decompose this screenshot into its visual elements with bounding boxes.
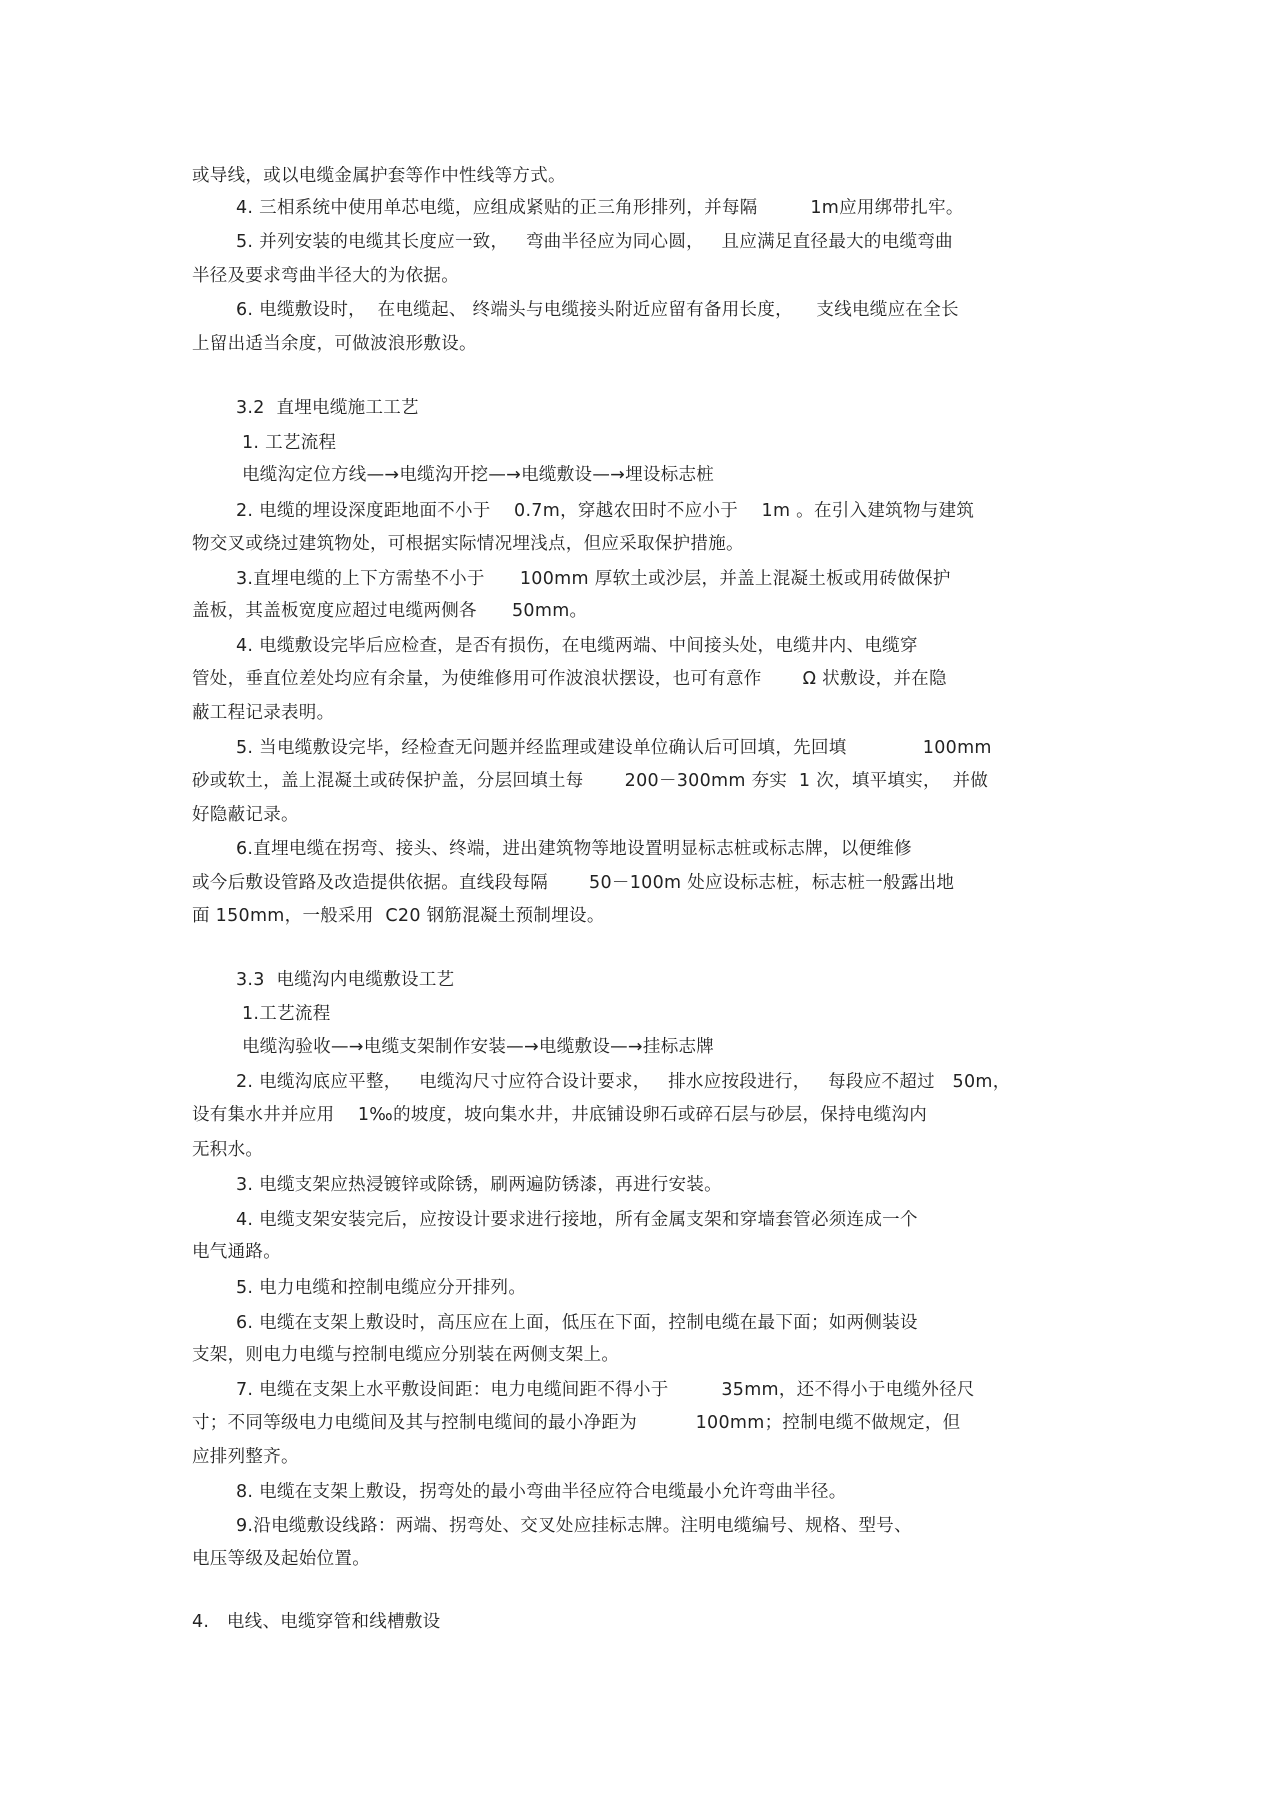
text-line: 3.直埋电缆的上下方需垫不小于 100mm 厚软土或沙层，并盖上混凝土板或用砖做保护 — [236, 569, 951, 589]
text-line: 9.沿电缆敷设线路：两端、拐弯处、交叉处应挂标志牌。注明电缆编号、规格、型号、 — [236, 1516, 912, 1536]
text-line: 支架，则电力电缆与控制电缆应分别装在两侧支架上。 — [192, 1345, 620, 1365]
text-line: 3. 电缆支架应热浸镀锌或除锈，刷两遍防锈漆，再进行安装。 — [236, 1175, 722, 1195]
text-line: 物交叉或绕过建筑物处，可根据实际情况埋浅点，但应采取保护措施。 — [192, 534, 744, 554]
text-line: 设有集水井并应用 1‰的坡度，坡向集水井，井底铺设卵石或碎石层与砂层，保持电缆沟内 — [192, 1105, 928, 1125]
text-line: 2. 电缆沟底应平整， 电缆沟尺寸应符合设计要求， 排水应按段进行， 每段应不超过 50m， — [236, 1072, 1011, 1092]
text-line: 蔽工程记录表明。 — [192, 703, 335, 723]
text-line: 2. 电缆的埋设深度距地面不小于 0.7m，穿越农田时不应小于 1m 。在引入建筑物与建筑 — [236, 501, 975, 521]
text-line: 或导线，或以电缆金属护套等作中性线等方式。 — [192, 166, 566, 186]
text-line: 或今后敷设管路及改造提供依据。直线段每隔 50－100m 处应设标志桩，标志桩一般露出地 — [192, 873, 955, 893]
text-line: 砂或软土，盖上混凝土或砖保护盖，分层回填土每 200－300mm 夯实 1 次，填平填实， 并做 — [192, 771, 989, 791]
text-line: 4. 三相系统中使用单芯电缆，应组成紧贴的正三角形排列，并每隔 1m应用绑带扎牢。 — [236, 198, 964, 218]
text-line: 4. 电缆支架安装完后，应按设计要求进行接地，所有金属支架和穿墙套管必须连成一个 — [236, 1210, 918, 1230]
text-line: 1. 工艺流程 — [242, 433, 337, 453]
section-heading: 3.2 直埋电缆施工工艺 — [236, 398, 419, 418]
process-flow: 电缆沟定位方线—→电缆沟开挖—→电缆敷设—→埋设标志桩 — [242, 465, 715, 485]
text-line: 应排列整齐。 — [192, 1447, 299, 1467]
text-line: 无积水。 — [192, 1140, 264, 1160]
text-line: 5. 电力电缆和控制电缆应分开排列。 — [236, 1278, 527, 1298]
text-line: 1.工艺流程 — [242, 1004, 331, 1024]
text-line: 好隐蔽记录。 — [192, 805, 299, 825]
text-line: 6.直埋电缆在拐弯、接头、终端，进出建筑物等地设置明显标志桩或标志牌，以便维修 — [236, 839, 912, 859]
text-line: 8. 电缆在支架上敷设，拐弯处的最小弯曲半径应符合电缆最小允许弯曲半径。 — [236, 1482, 847, 1502]
text-line: 电气通路。 — [192, 1242, 281, 1262]
text-line: 管处，垂直位差处均应有余量，为使维修用可作波浪状摆设，也可有意作 Ω 状敷设，并在隐 — [192, 669, 947, 689]
text-line: 5. 当电缆敷设完毕，经检查无问题并经监理或建设单位确认后可回填，先回填 100mm — [236, 738, 992, 758]
text-line: 5. 并列安装的电缆其长度应一致， 弯曲半径应为同心圆， 且应满足直径最大的电缆弯曲 — [236, 232, 953, 252]
text-line: 半径及要求弯曲半径大的为依据。 — [192, 266, 459, 286]
text-line: 电压等级及起始位置。 — [192, 1549, 370, 1569]
text-line: 寸；不同等级电力电缆间及其与控制电缆间的最小净距为 100mm；控制电缆不做规定，但 — [192, 1413, 961, 1433]
section-heading: 3.3 电缆沟内电缆敷设工艺 — [236, 970, 455, 990]
text-line: 6. 电缆在支架上敷设时，高压应在上面，低压在下面，控制电缆在最下面；如两侧装设 — [236, 1313, 918, 1333]
text-line: 上留出适当余度，可做波浪形敷设。 — [192, 334, 477, 354]
section-heading: 4. 电线、电缆穿管和线槽敷设 — [192, 1612, 441, 1632]
text-line: 6. 电缆敷设时， 在电缆起、 终端头与电缆接头附近应留有备用长度， 支线电缆应在全长 — [236, 300, 959, 320]
text-line: 面 150mm，一般采用 C20 钢筋混凝土预制埋设。 — [192, 906, 605, 926]
process-flow: 电缆沟验收—→电缆支架制作安装—→电缆敷设—→挂标志牌 — [242, 1037, 715, 1057]
text-line: 盖板，其盖板宽度应超过电缆两侧各 50mm。 — [192, 601, 588, 621]
text-line: 7. 电缆在支架上水平敷设间距：电力电缆间距不得小于 35mm，还不得小于电缆外径尺 — [236, 1380, 975, 1400]
text-line: 4. 电缆敷设完毕后应检查，是否有损伤，在电缆两端、中间接头处，电缆井内、电缆穿 — [236, 636, 918, 656]
